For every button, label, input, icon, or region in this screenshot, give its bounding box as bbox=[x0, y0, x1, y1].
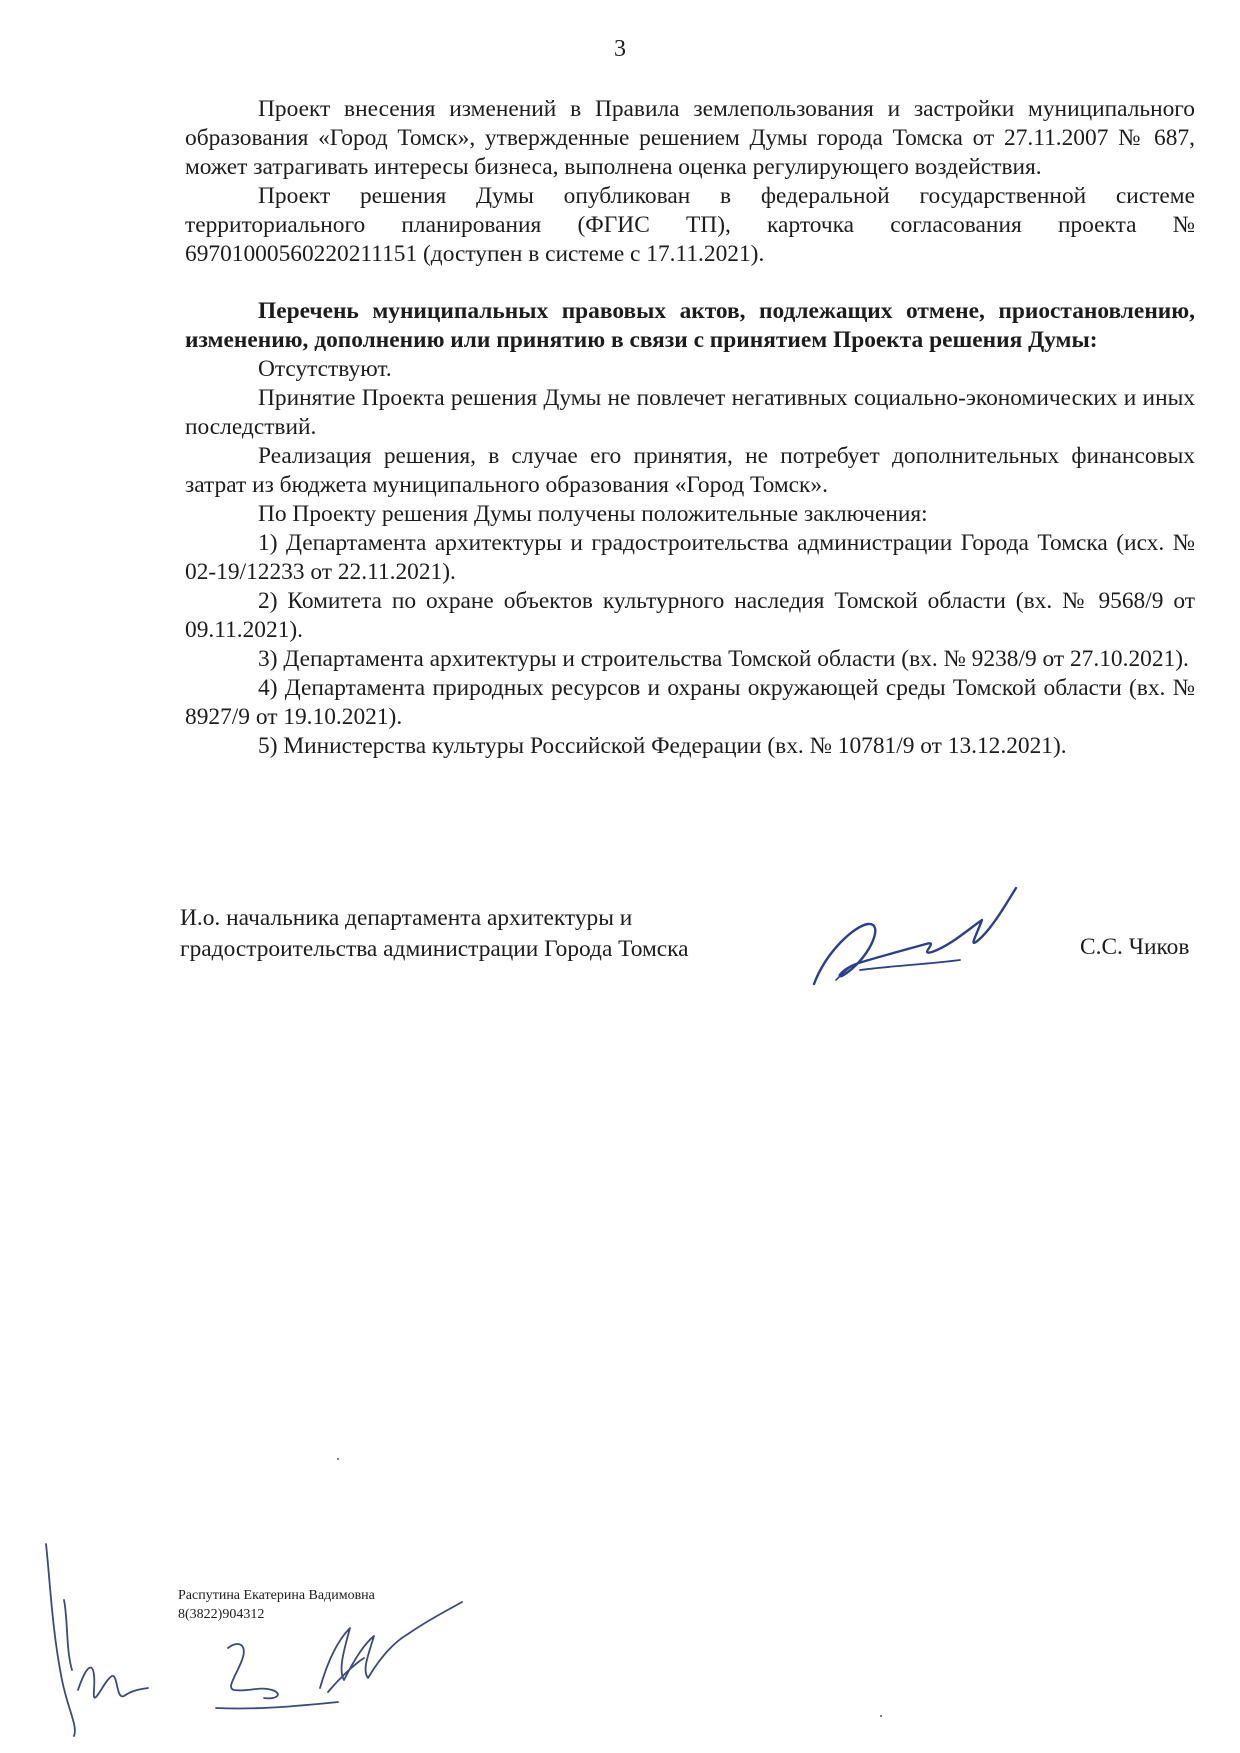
conclusion-item-1: 1) Департамента архитектуры и градостроительства администрации Города Томска (исх. № 02-19/12233 от 22.11.2021). bbox=[185, 530, 1195, 585]
conclusion-item-4: 4) Департамента природных ресурсов и охраны окружающей среды Томской области (вх. № 8927/9 от 19.10.2021). bbox=[185, 675, 1195, 730]
signer-position bbox=[180, 903, 689, 965]
section-heading-legal-acts: Перечень муниципальных правовых актов, подлежащих отмене, приостановлению, изменению, дополнению или принятию в связи с принятием Проекта решения Думы: bbox=[185, 298, 1195, 353]
conclusion-item-2: 2) Комитета по охране объектов культурного наследия Томской области (вх. № 9568/9 от 09.11.2021). bbox=[185, 588, 1195, 643]
executor-name: Распутина Екатерина Вадимовна bbox=[178, 1588, 375, 1603]
signer-name: С.С. Чиков bbox=[1080, 934, 1190, 960]
paragraph-no-costs: Реализация решения, в случае его принятия, не потребует дополнительных финансовых затрат из бюджета муниципального образования «Город Томск». bbox=[185, 443, 1195, 498]
paragraph-conclusions-intro: По Проекту решения Думы получены положительные заключения: bbox=[258, 501, 928, 527]
paragraph-absent: Отсутствуют. bbox=[258, 356, 392, 382]
paragraph-fgis-publication: Проект решения Думы опубликован в федеральной государственной системе территориального планирования (ФГИС ТП), карточка согласования проекта № 69701000560220211151 (доступен в системе с 17.11.2021). bbox=[185, 183, 1195, 267]
paragraph-no-consequences: Принятие Проекта решения Думы не повлечет негативных социально-экономических и иных последствий. bbox=[185, 385, 1195, 440]
signer-position-line-1: И.о. начальника департамента архитектуры и bbox=[180, 905, 633, 931]
signer-position-line-2: градостроительства администрации Города Томска bbox=[180, 936, 689, 962]
scan-speck bbox=[880, 1715, 882, 1717]
conclusion-item-3: 3) Департамента архитектуры и строительства Томской области (вх. № 9238/9 от 27.10.2021). bbox=[258, 646, 1189, 672]
executor-phone: 8(3822)904312 bbox=[178, 1607, 265, 1622]
document-body bbox=[185, 95, 1195, 761]
approval-initials-image bbox=[38, 1540, 478, 1740]
conclusion-item-5: 5) Министерства культуры Российской Федерации (вх. № 10781/9 от 13.12.2021). bbox=[258, 733, 1067, 759]
scan-speck bbox=[337, 1458, 339, 1460]
paragraph-regulatory-impact: Проект внесения изменений в Правила землепользования и застройки муниципального образования «Город Томск», утвержденные решением Думы города Томска от 27.11.2007 № 687, может затрагивать интересы бизнеса, выполнена оценка регулирующего воздействия. bbox=[185, 96, 1195, 180]
head-signature-image bbox=[800, 880, 1040, 1000]
page-number: 3 bbox=[614, 36, 626, 62]
